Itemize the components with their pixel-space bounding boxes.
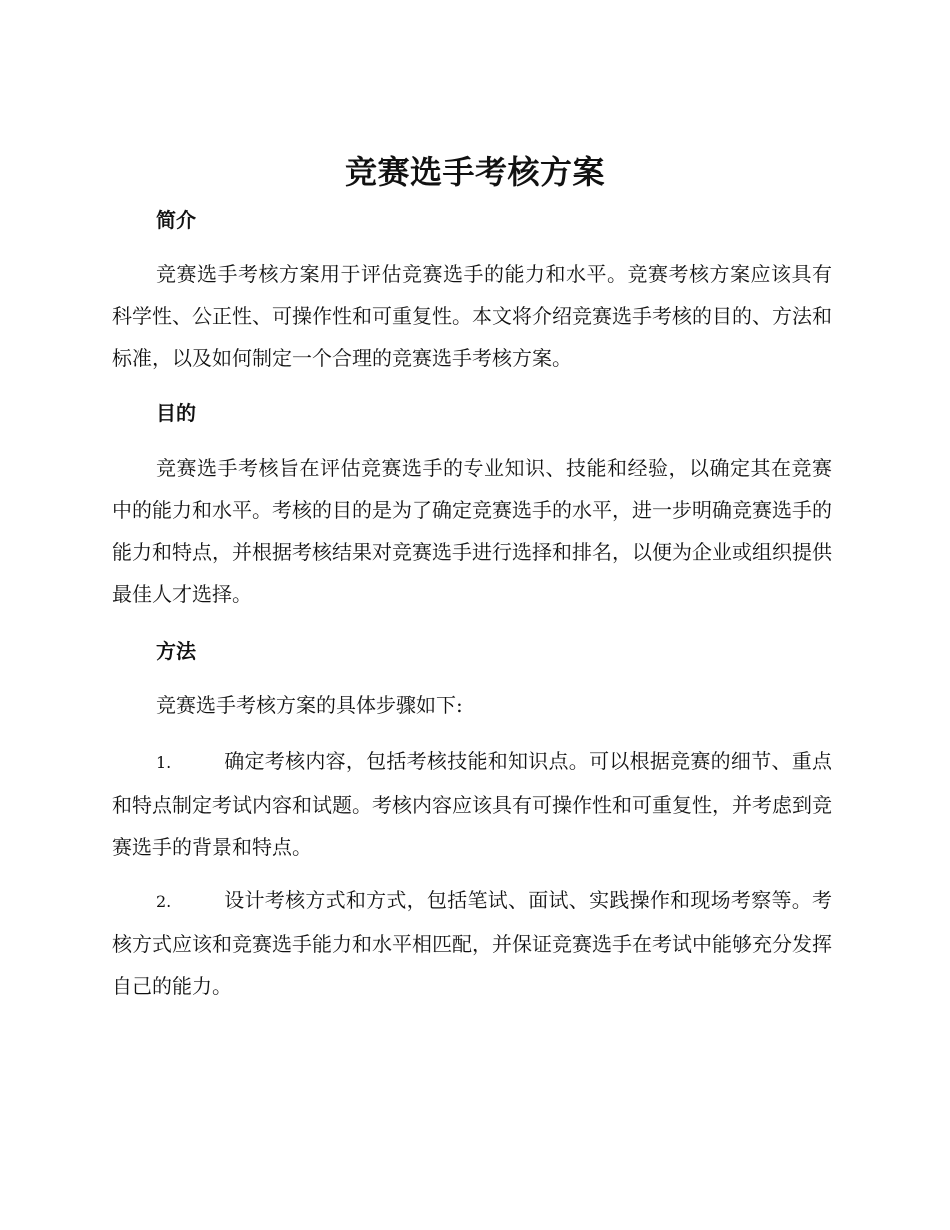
list-item [112,740,832,868]
section-heading-method: 方法 [156,639,196,663]
section-heading-intro: 简介 [156,208,196,232]
list-item-text: 设计考核方式和方式，包括笔试、面试、实践操作和现场考察等。考核方式应该和竞赛选手能力和水平相匹配，并保证竞赛选手在考试中能够充分发挥自己的能力。 [112,888,832,998]
list-item-number: 2. [156,892,172,911]
list-item [112,879,832,1007]
section-heading-purpose: 目的 [156,401,196,425]
method-intro-paragraph: 竞赛选手考核方案的具体步骤如下: [156,693,463,717]
list-item-text: 确定考核内容，包括考核技能和知识点。可以根据竞赛的细节、重点和特点制定考试内容和试题。考核内容应该具有可操作性和可重复性，并考虑到竞赛选手的背景和特点。 [112,749,832,859]
document-title: 竞赛选手考核方案 [344,153,605,191]
intro-paragraph: 竞赛选手考核方案用于评估竞赛选手的能力和水平。竞赛考核方案应该具有科学性、公正性、可操作性和可重复性。本文将介绍竞赛选手考核的目的、方法和标准，以及如何制定一个合理的竞赛选手考核方案。 [112,262,832,370]
list-item-number: 1. [156,753,172,772]
purpose-paragraph: 竞赛选手考核旨在评估竞赛选手的专业知识、技能和经验，以确定其在竞赛中的能力和水平。考核的目的是为了确定竞赛选手的水平，进一步明确竞赛选手的能力和特点，并根据考核结果对竞赛选手进行选择和排名，以便为企业或组织提供最佳人才选择。 [112,456,832,606]
